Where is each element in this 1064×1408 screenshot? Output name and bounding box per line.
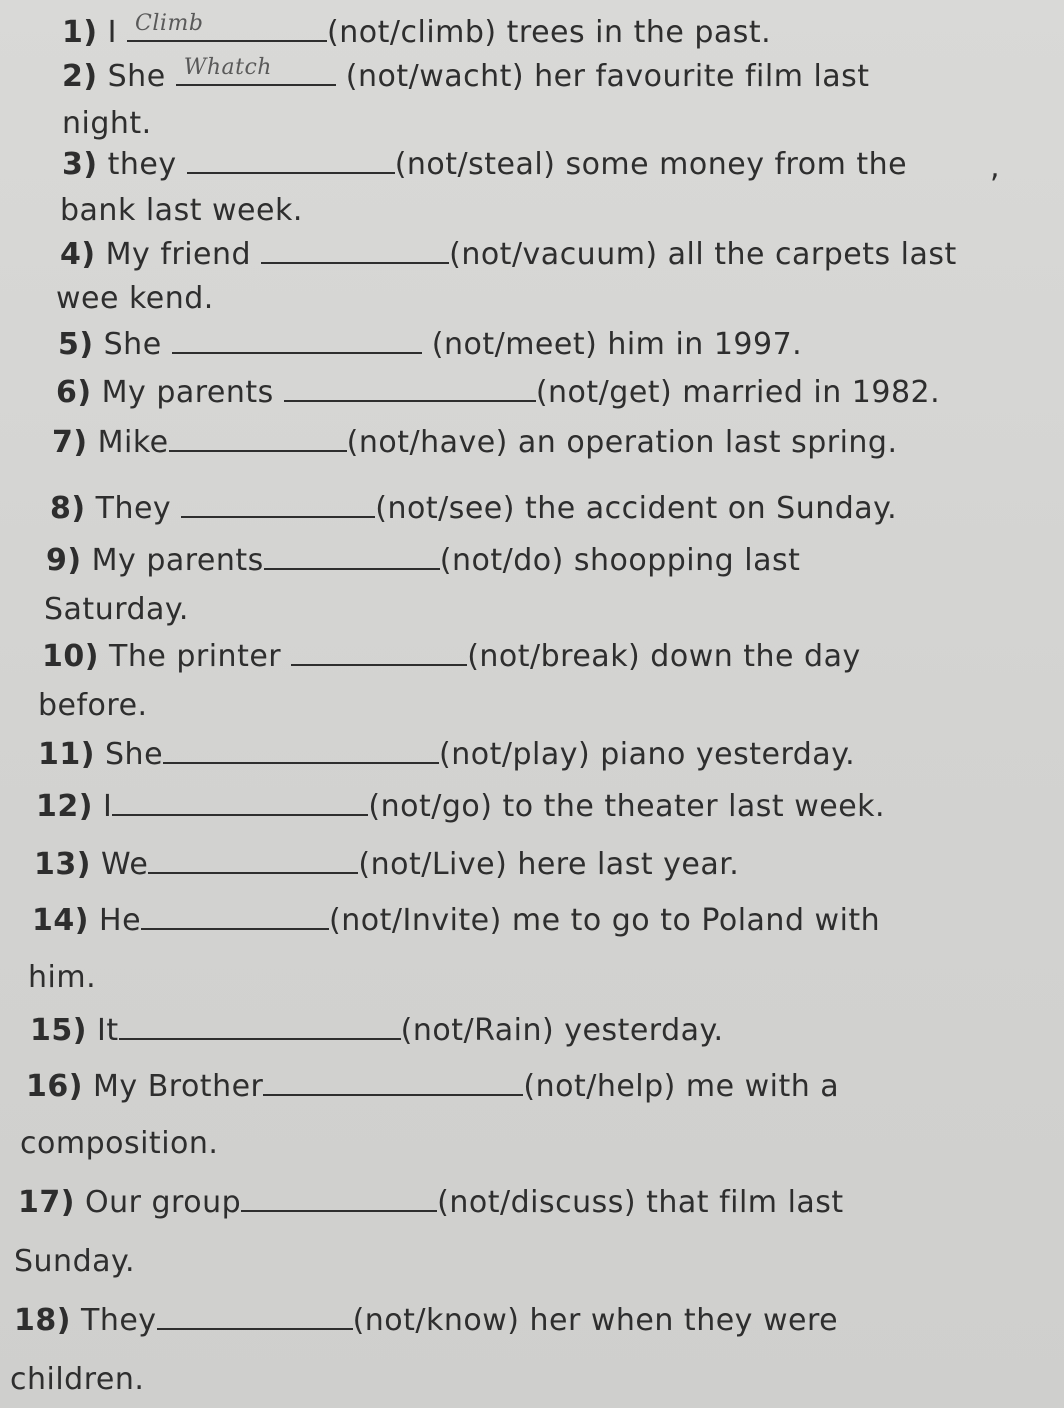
item-9-continuation: Saturday. xyxy=(44,592,189,627)
item-subject: My friend xyxy=(105,237,252,272)
stray-mark: , xyxy=(990,150,1001,185)
exercise-item-13 xyxy=(34,846,739,883)
exercise-item-15 xyxy=(30,1012,724,1049)
handwritten-answer: Whatch xyxy=(183,55,272,80)
item-verb-hint: (not/steal) some money from the xyxy=(394,147,908,182)
item-subject: Our group xyxy=(85,1185,242,1220)
item-number: 8) xyxy=(50,491,86,526)
item-subject: They xyxy=(95,491,172,526)
answer-blank[interactable] xyxy=(163,736,439,764)
item-verb-hint: (not/do) shoopping last xyxy=(439,543,801,578)
item-verb-hint: (not/Rain) yesterday. xyxy=(400,1013,724,1048)
item-subject: The printer xyxy=(109,639,282,674)
item-10-continuation: before. xyxy=(38,688,148,723)
item-number: 1) xyxy=(62,15,98,50)
item-subject: They xyxy=(81,1303,157,1338)
item-number: 13) xyxy=(34,847,91,882)
answer-blank[interactable] xyxy=(181,490,375,518)
item-verb-hint: (not/vacuum) all the carpets last xyxy=(449,237,957,272)
item-verb-hint: (not/go) to the theater last week. xyxy=(368,789,886,824)
item-14-continuation: him. xyxy=(28,960,97,995)
item-subject: She xyxy=(103,327,162,362)
answer-blank[interactable] xyxy=(291,638,467,666)
exercise-item-18 xyxy=(14,1302,838,1339)
exercise-item-12 xyxy=(36,788,885,825)
item-4-continuation: wee kend. xyxy=(56,281,214,316)
exercise-item-1 xyxy=(62,11,772,51)
item-18-continuation: children. xyxy=(10,1362,145,1397)
item-verb-hint: (not/see) the accident on Sunday. xyxy=(375,491,898,526)
item-subject: I xyxy=(107,15,117,50)
answer-blank[interactable] xyxy=(157,1302,353,1330)
answer-blank[interactable] xyxy=(284,374,536,402)
item-verb-hint: (not/meet) him in 1997. xyxy=(431,327,803,362)
exercise-item-6 xyxy=(56,374,940,411)
item-2-continuation: night. xyxy=(62,106,152,141)
item-verb-hint: (not/have) an operation last spring. xyxy=(346,425,898,460)
answer-blank[interactable] xyxy=(119,1012,401,1040)
item-number: 18) xyxy=(14,1303,71,1338)
item-number: 11) xyxy=(38,737,95,772)
item-subject: My Brother xyxy=(93,1069,264,1104)
item-16-continuation: composition. xyxy=(20,1126,219,1161)
item-verb-hint: (not/help) me with a xyxy=(523,1069,840,1104)
answer-blank[interactable] xyxy=(112,788,368,816)
exercise-item-10 xyxy=(42,638,861,675)
item-number: 3) xyxy=(62,147,98,182)
handwritten-answer: Climb xyxy=(135,11,204,36)
item-subject: It xyxy=(97,1013,119,1048)
item-verb-hint: (not/discuss) that film last xyxy=(437,1185,844,1220)
answer-blank[interactable] xyxy=(148,846,358,874)
item-number: 5) xyxy=(58,327,94,362)
exercise-item-16 xyxy=(26,1068,839,1105)
answer-blank[interactable] xyxy=(127,11,327,42)
item-number: 7) xyxy=(52,425,88,460)
item-number: 10) xyxy=(42,639,99,674)
item-verb-hint: (not/wacht) her favourite film last xyxy=(345,59,870,94)
item-subject: We xyxy=(101,847,149,882)
item-subject: He xyxy=(99,903,142,938)
item-verb-hint: (not/play) piano yesterday. xyxy=(439,737,856,772)
item-subject: I xyxy=(103,789,113,824)
exercise-item-17 xyxy=(18,1184,844,1221)
item-number: 16) xyxy=(26,1069,83,1104)
item-subject: they xyxy=(107,147,177,182)
item-verb-hint: (not/Live) here last year. xyxy=(358,847,740,882)
answer-blank[interactable] xyxy=(187,146,395,174)
item-17-continuation: Sunday. xyxy=(14,1244,136,1279)
item-subject: She xyxy=(105,737,164,772)
item-number: 15) xyxy=(30,1013,87,1048)
item-number: 12) xyxy=(36,789,93,824)
exercise-item-2 xyxy=(62,55,870,95)
answer-blank[interactable] xyxy=(176,55,336,86)
item-subject: My parents xyxy=(101,375,274,410)
answer-blank[interactable] xyxy=(169,424,347,452)
exercise-item-7 xyxy=(52,424,898,461)
answer-blank[interactable] xyxy=(263,1068,523,1096)
exercise-item-8 xyxy=(50,490,897,527)
exercise-item-5 xyxy=(58,326,802,363)
exercise-item-14 xyxy=(32,902,880,939)
item-subject: Mike xyxy=(97,425,169,460)
exercise-item-11 xyxy=(38,736,855,773)
item-subject: She xyxy=(107,59,166,94)
item-number: 9) xyxy=(46,543,82,578)
item-number: 4) xyxy=(60,237,96,272)
item-verb-hint: (not/break) down the day xyxy=(467,639,861,674)
item-number: 17) xyxy=(18,1185,75,1220)
item-number: 2) xyxy=(62,59,98,94)
answer-blank[interactable] xyxy=(264,542,440,570)
item-verb-hint: (not/Invite) me to go to Poland with xyxy=(329,903,881,938)
answer-blank[interactable] xyxy=(172,326,422,354)
answer-blank[interactable] xyxy=(141,902,329,930)
item-number: 6) xyxy=(56,375,92,410)
item-number: 14) xyxy=(32,903,89,938)
exercise-item-3 xyxy=(62,146,907,183)
item-subject: My parents xyxy=(91,543,264,578)
item-3-continuation: bank last week. xyxy=(60,193,303,228)
exercise-item-9 xyxy=(46,542,800,579)
item-verb-hint: (not/climb) trees in the past. xyxy=(327,15,772,50)
item-verb-hint: (not/get) married in 1982. xyxy=(535,375,941,410)
item-verb-hint: (not/know) her when they were xyxy=(352,1303,839,1338)
answer-blank[interactable] xyxy=(261,236,449,264)
answer-blank[interactable] xyxy=(241,1184,437,1212)
exercise-item-4 xyxy=(60,236,957,273)
